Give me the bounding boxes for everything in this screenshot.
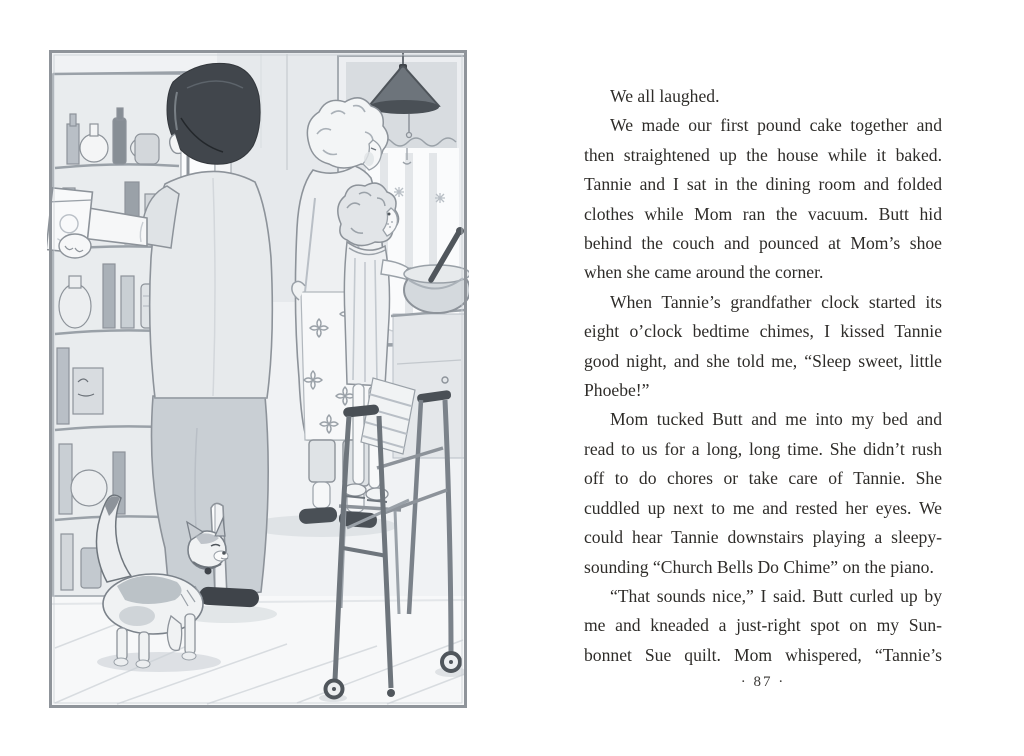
paragraph <box>584 288 942 406</box>
paragraph <box>584 82 942 111</box>
paragraph <box>584 405 942 581</box>
paragraph <box>584 111 942 287</box>
text-line: We all laughed. <box>610 86 720 106</box>
text-line: “That sounds nice,” I said. Butt curled up by <box>610 585 942 606</box>
text-line: when she came around the corner. <box>584 262 824 283</box>
text-line: eight o’clock bedtime chimes, I kissed Tannie <box>584 321 942 342</box>
text-line: We made our first pound cake together and <box>610 115 942 136</box>
text-line: Tannie and I sat in the dining room and folded <box>584 174 942 195</box>
text-line: then straightened up the house while it baked. <box>584 144 942 165</box>
kitchen-scene-drawing <box>47 48 469 710</box>
text-line: cuddled up next to me and rested her eyes. We <box>584 497 942 518</box>
illustration <box>47 48 469 710</box>
text-line: read to us for a long, long time. She didn’t rush <box>584 438 942 459</box>
text-line: When Tannie’s grandfather clock started its <box>610 291 942 312</box>
text-line: bonnet Sue quilt. Mom whispered, “Tannie’s <box>584 644 942 665</box>
text-line: clothes while Mom ran the vacuum. Butt hid <box>584 203 942 224</box>
paragraph <box>584 582 942 670</box>
text-line: could hear Tannie downstairs playing a sleepy- <box>584 527 942 548</box>
text-line: Phoebe!” <box>584 380 650 401</box>
story-text <box>584 82 942 670</box>
text-line: off to do chores or take care of Tannie. She <box>584 468 942 489</box>
text-line: me and kneaded a just-right spot on my Sun- <box>584 615 942 636</box>
page-number: · 87 · <box>740 674 786 690</box>
text-line: good night, and she told me, “Sleep sweet, little <box>584 350 942 371</box>
text-line: sounding “Church Bells Do Chime” on the piano. <box>584 556 934 577</box>
text-line: Mom tucked Butt and me into my bed and <box>610 409 942 430</box>
text-line: behind the couch and pounced at Mom’s shoe <box>584 233 942 254</box>
